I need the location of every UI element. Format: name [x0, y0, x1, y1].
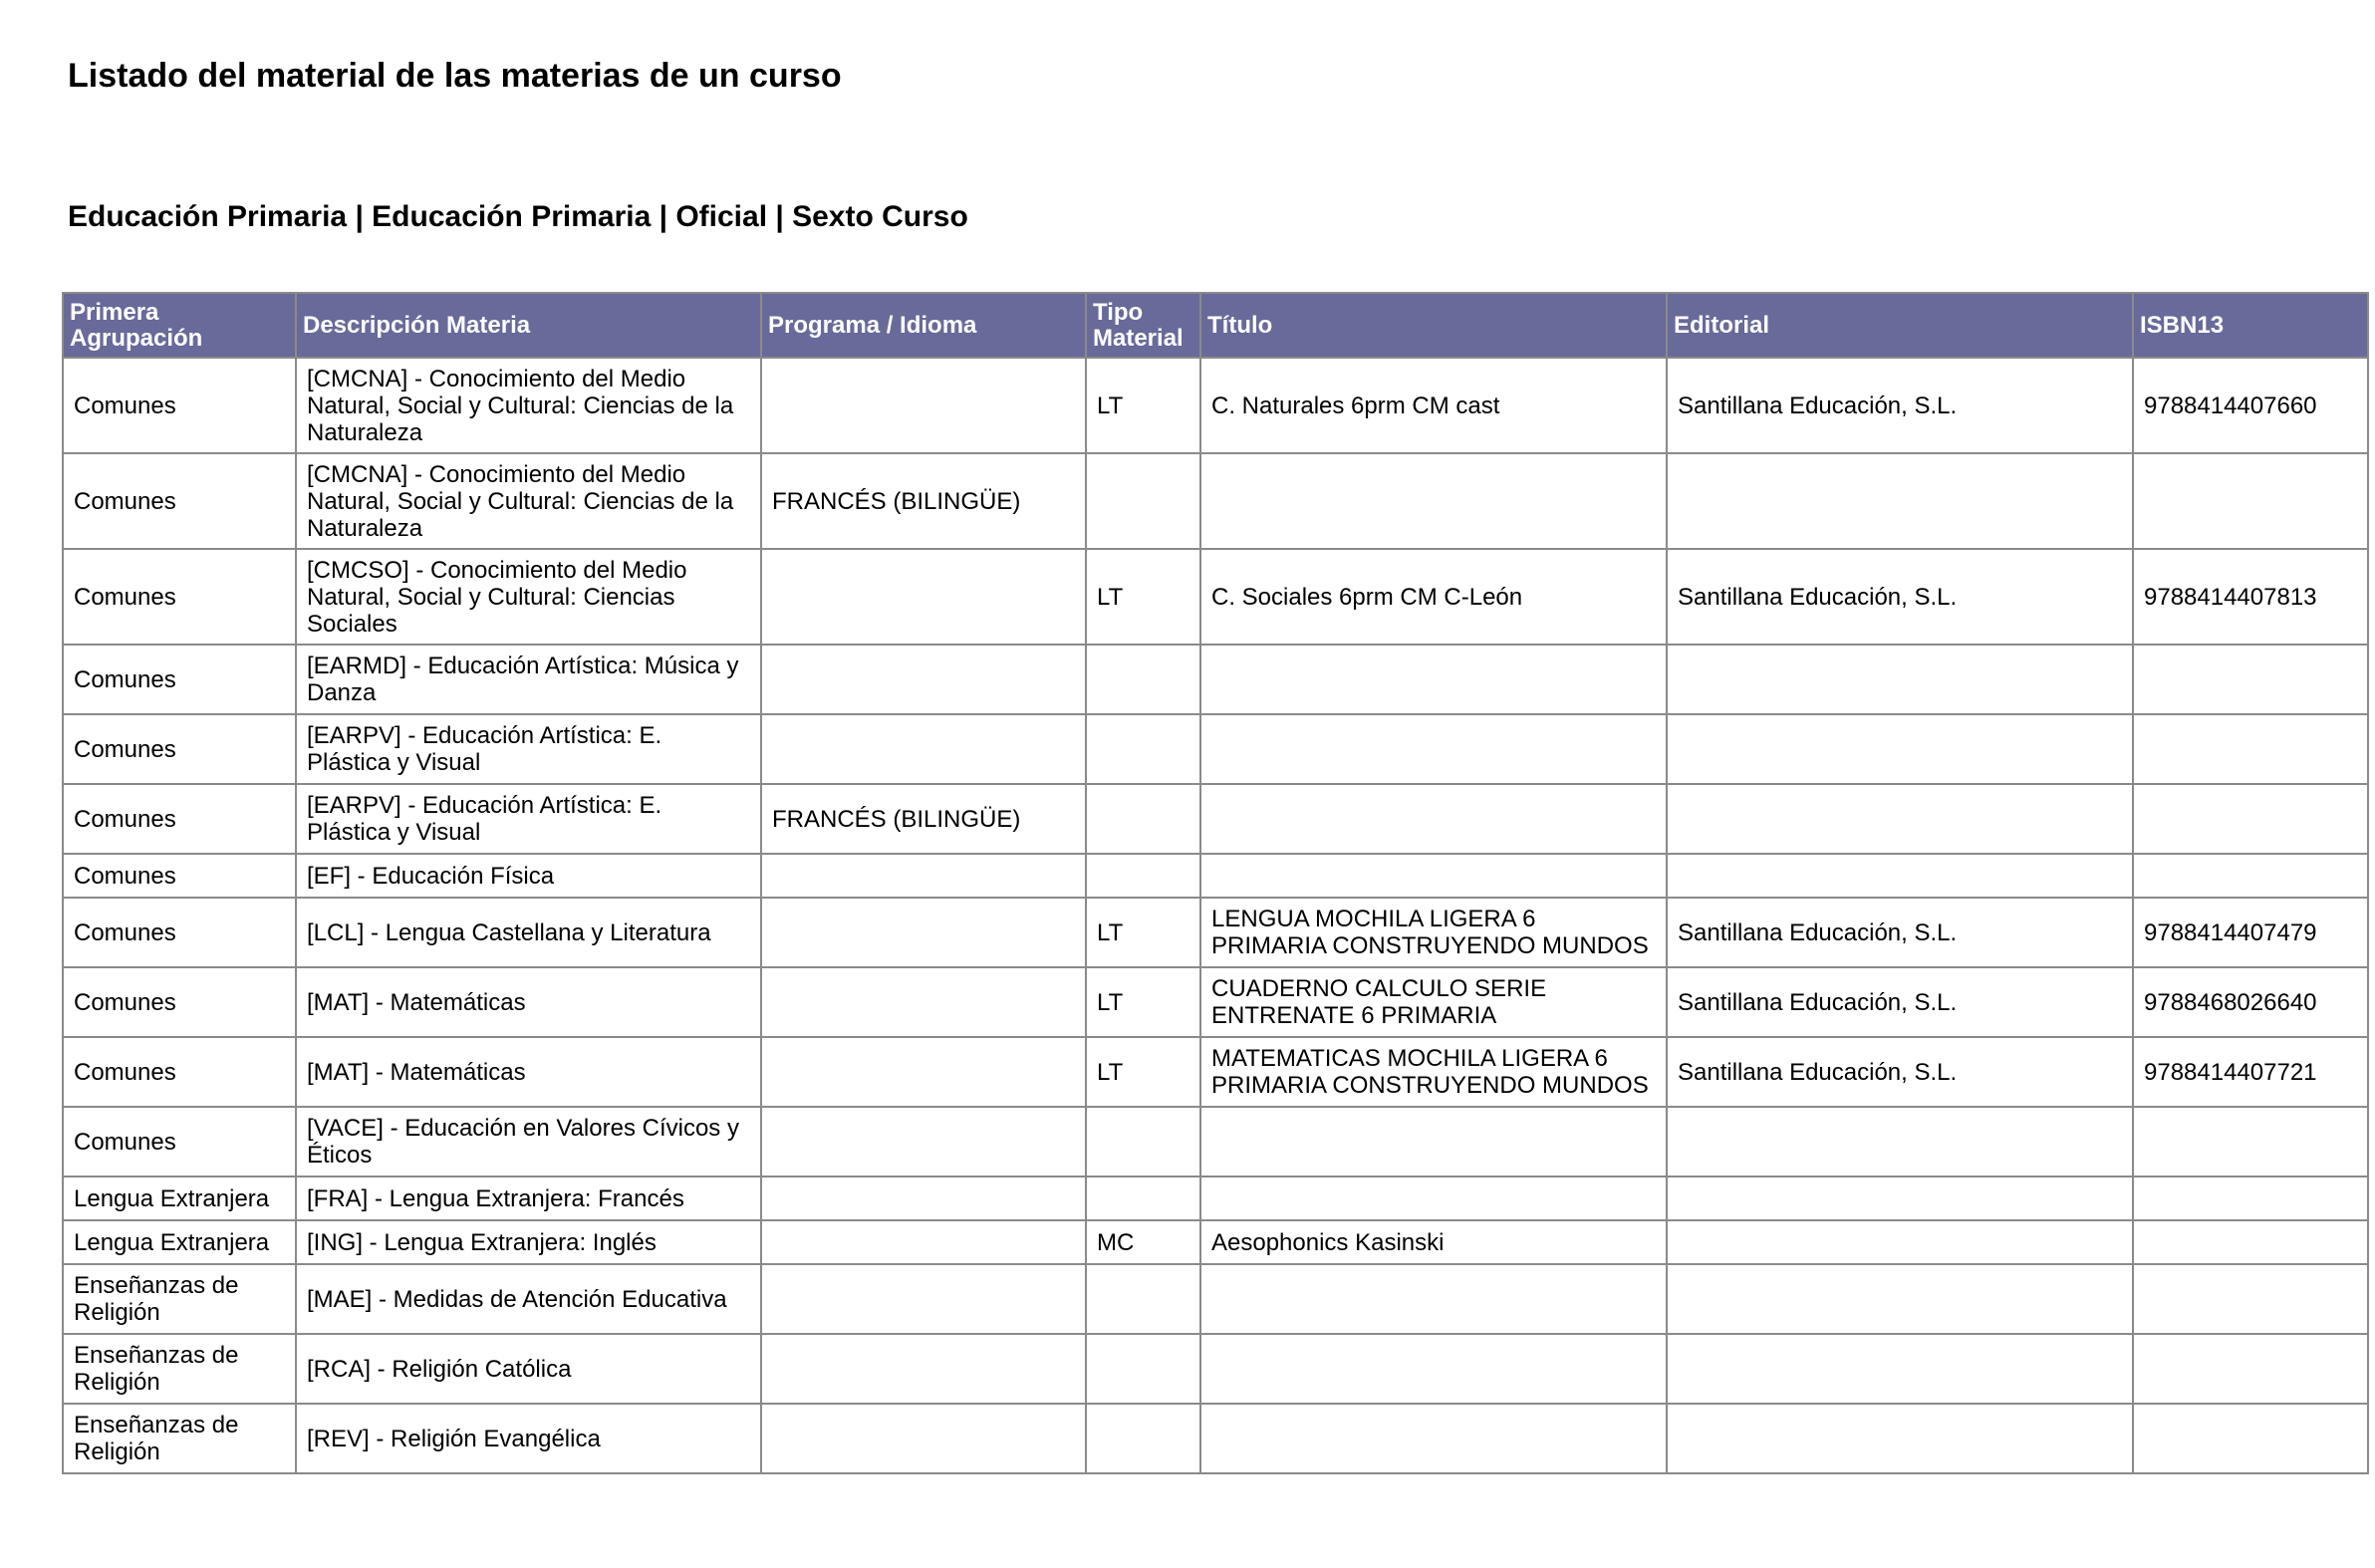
cell-material-type	[1086, 714, 1200, 784]
cell-isbn: 9788414407721	[2133, 1037, 2368, 1107]
cell-program	[761, 1176, 1086, 1220]
cell-subject: [LCL] - Lengua Castellana y Literatura	[296, 898, 761, 967]
table-row	[63, 1264, 2368, 1334]
cell-material-type	[1086, 645, 1200, 714]
cell-program	[761, 1264, 1086, 1334]
course-subtitle: Educación Primaria | Educación Primaria | Oficial | Sexto Curso	[68, 200, 968, 233]
cell-program	[761, 967, 1086, 1037]
table-row	[63, 714, 2368, 784]
cell-title	[1200, 1404, 1667, 1473]
cell-grouping: Comunes	[63, 453, 296, 549]
cell-subject: [MAE] - Medidas de Atención Educativa	[296, 1264, 761, 1334]
cell-title	[1200, 854, 1667, 898]
table-row	[63, 1176, 2368, 1220]
cell-isbn: 9788414407479	[2133, 898, 2368, 967]
cell-material-type	[1086, 1264, 1200, 1334]
cell-subject: [CMCNA] - Conocimiento del Medio Natural, Social y Cultural: Ciencias de la Naturaleza	[296, 453, 761, 549]
cell-title	[1200, 1334, 1667, 1404]
cell-material-type: LT	[1086, 1037, 1200, 1107]
cell-publisher	[1667, 1220, 2133, 1264]
column-header-grouping: Primera Agrupación	[63, 293, 296, 358]
cell-publisher	[1667, 1176, 2133, 1220]
cell-subject: [EF] - Educación Física	[296, 854, 761, 898]
cell-grouping: Lengua Extranjera	[63, 1176, 296, 1220]
cell-publisher	[1667, 1264, 2133, 1334]
table-body	[63, 358, 2368, 1473]
cell-isbn	[2133, 1176, 2368, 1220]
cell-publisher	[1667, 784, 2133, 854]
column-header-material-type: Tipo Material	[1086, 293, 1200, 358]
cell-title: Aesophonics Kasinski	[1200, 1220, 1667, 1264]
cell-isbn	[2133, 1264, 2368, 1334]
cell-grouping: Comunes	[63, 714, 296, 784]
cell-title: LENGUA MOCHILA LIGERA 6 PRIMARIA CONSTRUYENDO MUNDOS	[1200, 898, 1667, 967]
column-header-program: Programa / Idioma	[761, 293, 1086, 358]
cell-isbn	[2133, 645, 2368, 714]
cell-grouping: Lengua Extranjera	[63, 1220, 296, 1264]
cell-title: MATEMATICAS MOCHILA LIGERA 6 PRIMARIA CONSTRUYENDO MUNDOS	[1200, 1037, 1667, 1107]
cell-title: CUADERNO CALCULO SERIE ENTRENATE 6 PRIMARIA	[1200, 967, 1667, 1037]
cell-publisher: Santillana Educación, S.L.	[1667, 358, 2133, 453]
cell-grouping: Enseñanzas de Religión	[63, 1404, 296, 1473]
cell-grouping: Comunes	[63, 854, 296, 898]
table-row	[63, 453, 2368, 549]
cell-publisher	[1667, 645, 2133, 714]
table-row	[63, 549, 2368, 645]
cell-material-type	[1086, 1176, 1200, 1220]
table-row	[63, 967, 2368, 1037]
cell-program	[761, 1334, 1086, 1404]
cell-subject: [EARMD] - Educación Artística: Música y Danza	[296, 645, 761, 714]
table-row	[63, 1107, 2368, 1176]
cell-isbn: 9788414407660	[2133, 358, 2368, 453]
page-title: Listado del material de las materias de un curso	[68, 57, 842, 95]
cell-publisher	[1667, 1334, 2133, 1404]
cell-grouping: Enseñanzas de Religión	[63, 1264, 296, 1334]
cell-publisher: Santillana Educación, S.L.	[1667, 898, 2133, 967]
table-row	[63, 1220, 2368, 1264]
cell-publisher: Santillana Educación, S.L.	[1667, 967, 2133, 1037]
cell-isbn	[2133, 784, 2368, 854]
cell-subject: [EARPV] - Educación Artística: E. Plástica y Visual	[296, 714, 761, 784]
cell-isbn	[2133, 714, 2368, 784]
cell-program	[761, 1107, 1086, 1176]
cell-title	[1200, 1264, 1667, 1334]
cell-program	[761, 854, 1086, 898]
cell-publisher: Santillana Educación, S.L.	[1667, 549, 2133, 645]
cell-material-type: LT	[1086, 549, 1200, 645]
cell-publisher: Santillana Educación, S.L.	[1667, 1037, 2133, 1107]
cell-subject: [FRA] - Lengua Extranjera: Francés	[296, 1176, 761, 1220]
cell-publisher	[1667, 1404, 2133, 1473]
cell-material-type	[1086, 1334, 1200, 1404]
cell-subject: [RCA] - Religión Católica	[296, 1334, 761, 1404]
cell-isbn	[2133, 1107, 2368, 1176]
table-row	[63, 1037, 2368, 1107]
cell-material-type	[1086, 784, 1200, 854]
cell-grouping: Comunes	[63, 358, 296, 453]
table-row	[63, 784, 2368, 854]
cell-isbn	[2133, 453, 2368, 549]
cell-isbn	[2133, 1404, 2368, 1473]
cell-subject: [CMCSO] - Conocimiento del Medio Natural, Social y Cultural: Ciencias Sociales	[296, 549, 761, 645]
table-row	[63, 358, 2368, 453]
column-header-isbn: ISBN13	[2133, 293, 2368, 358]
cell-program	[761, 549, 1086, 645]
cell-title	[1200, 645, 1667, 714]
cell-subject: [CMCNA] - Conocimiento del Medio Natural, Social y Cultural: Ciencias de la Naturaleza	[296, 358, 761, 453]
cell-material-type: LT	[1086, 898, 1200, 967]
table-row	[63, 898, 2368, 967]
table-header	[63, 293, 2368, 358]
cell-publisher	[1667, 854, 2133, 898]
table-row	[63, 1404, 2368, 1473]
column-header-publisher: Editorial	[1667, 293, 2133, 358]
cell-material-type	[1086, 854, 1200, 898]
cell-material-type: MC	[1086, 1220, 1200, 1264]
cell-program: FRANCÉS (BILINGÜE)	[761, 784, 1086, 854]
cell-grouping: Comunes	[63, 784, 296, 854]
table-row	[63, 1334, 2368, 1404]
cell-program	[761, 1220, 1086, 1264]
cell-program	[761, 714, 1086, 784]
cell-title: C. Sociales 6prm CM C-León	[1200, 549, 1667, 645]
cell-title	[1200, 1176, 1667, 1220]
cell-isbn: 9788468026640	[2133, 967, 2368, 1037]
table-row	[63, 645, 2368, 714]
cell-material-type	[1086, 453, 1200, 549]
cell-grouping: Comunes	[63, 1037, 296, 1107]
cell-isbn	[2133, 854, 2368, 898]
cell-program	[761, 1404, 1086, 1473]
cell-subject: [MAT] - Matemáticas	[296, 967, 761, 1037]
cell-program	[761, 645, 1086, 714]
cell-title	[1200, 1107, 1667, 1176]
cell-subject: [REV] - Religión Evangélica	[296, 1404, 761, 1473]
cell-grouping: Comunes	[63, 645, 296, 714]
cell-program	[761, 1037, 1086, 1107]
table-row	[63, 854, 2368, 898]
cell-material-type	[1086, 1107, 1200, 1176]
cell-grouping: Comunes	[63, 549, 296, 645]
cell-title	[1200, 453, 1667, 549]
header-row	[63, 293, 2368, 358]
cell-program	[761, 898, 1086, 967]
cell-publisher	[1667, 714, 2133, 784]
cell-publisher	[1667, 1107, 2133, 1176]
cell-subject: [VACE] - Educación en Valores Cívicos y Éticos	[296, 1107, 761, 1176]
cell-isbn	[2133, 1220, 2368, 1264]
cell-isbn: 9788414407813	[2133, 549, 2368, 645]
cell-material-type: LT	[1086, 358, 1200, 453]
cell-grouping: Comunes	[63, 967, 296, 1037]
cell-grouping: Enseñanzas de Religión	[63, 1334, 296, 1404]
cell-title	[1200, 784, 1667, 854]
cell-publisher	[1667, 453, 2133, 549]
cell-program	[761, 358, 1086, 453]
cell-grouping: Comunes	[63, 898, 296, 967]
cell-subject: [EARPV] - Educación Artística: E. Plástica y Visual	[296, 784, 761, 854]
material-table	[62, 292, 2369, 1474]
cell-subject: [MAT] - Matemáticas	[296, 1037, 761, 1107]
cell-material-type: LT	[1086, 967, 1200, 1037]
column-header-title: Título	[1200, 293, 1667, 358]
cell-title	[1200, 714, 1667, 784]
column-header-subject: Descripción Materia	[296, 293, 761, 358]
cell-grouping: Comunes	[63, 1107, 296, 1176]
cell-program: FRANCÉS (BILINGÜE)	[761, 453, 1086, 549]
cell-subject: [ING] - Lengua Extranjera: Inglés	[296, 1220, 761, 1264]
cell-material-type	[1086, 1404, 1200, 1473]
cell-title: C. Naturales 6prm CM cast	[1200, 358, 1667, 453]
cell-isbn	[2133, 1334, 2368, 1404]
